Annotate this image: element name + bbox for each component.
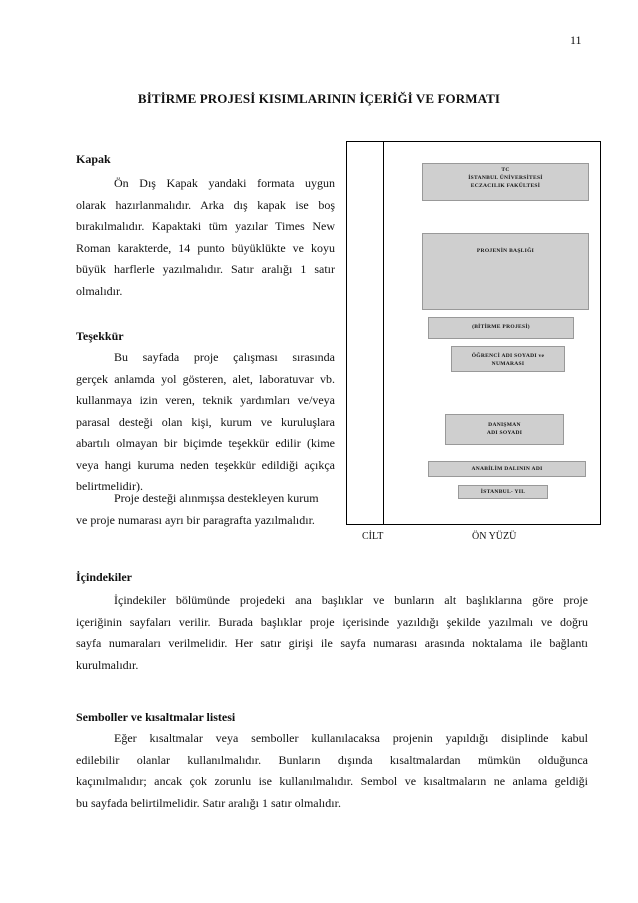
page-title: BİTİRME PROJESİ KISIMLARININ İÇERİĞİ VE FORMATI <box>137 91 501 106</box>
text-line: bırakılmalıdır. Kapaktaki tüm yazılar Times New <box>76 219 335 233</box>
cover-box-advisor <box>445 414 564 445</box>
text-line: edilebilir olanlar kullanılmalıdır. Bunların dışında kısaltmalardan mümkün olduğunca <box>76 752 588 767</box>
text-line: Eğer kısaltmalar veya semboller kullanılacaksa projenin yapıldığı disiplinde kabul <box>114 731 588 745</box>
paragraph-kapak <box>76 173 335 302</box>
cover-text: ADI SOYADI <box>486 430 523 436</box>
cover-box-type <box>428 317 574 339</box>
paragraph-tesekkur <box>76 347 335 498</box>
text-line: olmalıdır. <box>76 283 123 298</box>
cover-text: PROJENİN BAŞLIĞI <box>476 248 535 254</box>
label-front: ÖN YÜZÜ <box>472 531 517 542</box>
text-line: bu sayfada belirtilmelidir. Satır aralığı 1 satır olmalıdır. <box>76 795 341 810</box>
cover-box-department <box>428 461 586 477</box>
cover-box-student <box>451 346 565 372</box>
text-line: kurulmalıdır. <box>76 657 139 672</box>
paragraph-semboller <box>76 728 588 814</box>
paragraph-tesekkur-2 <box>76 488 335 531</box>
text-line: belirtmelidir). <box>76 479 143 493</box>
heading-tesekkur: Teşekkür <box>76 329 124 343</box>
text-line: veya hangi kuruma neden teşekkür edildiği açıkça <box>76 457 335 472</box>
text-line: ve proje numarası ayrı bir paragrafta yazılmalıdır. <box>76 512 315 527</box>
label-spine: CİLT <box>362 531 384 542</box>
text-line: Bu sayfada proje çalışması sırasında <box>114 350 335 364</box>
text-line: büyük harflerle yazılmalıdır. Satır aralığı 1 satır <box>76 262 335 276</box>
text-line: parasal desteği olan kişi, kurum ve kuruluşlara <box>76 414 335 429</box>
cover-text: (BİTİRME PROJESİ) <box>472 324 530 330</box>
heading-icindekiler: İçindekiler <box>76 570 132 584</box>
cover-box-city-year <box>458 485 548 499</box>
cover-text: ÖĞRENCİ ADI SOYADI ve <box>471 353 545 359</box>
cover-text: TC <box>501 167 510 173</box>
cover-text: ECZACILIK FAKÜLTESİ <box>470 183 541 189</box>
cover-spine-line <box>383 141 384 525</box>
paragraph-icindekiler <box>76 590 588 676</box>
cover-text: DANIŞMAN <box>488 422 521 428</box>
heading-semboller: Semboller ve kısaltmalar listesi <box>76 710 236 724</box>
cover-text: NUMARASI <box>491 361 525 367</box>
heading-kapak: Kapak <box>76 152 111 166</box>
text-line: sayfa numaraları verilmelidir. Her satır girişi ile sayfa numarası arasında noktalama ile bağlantı <box>76 636 588 650</box>
text-line: içeriğinin sayfaları verilir. Burada başlıklar proje içerisinde yazıldığı şekilde yazılmalı ve doğru <box>76 614 588 629</box>
cover-text: İSTANBUL- YIL <box>480 489 526 495</box>
text-line: gerçek anlamda yol gösteren, alet, laboratuvar vb. <box>76 371 335 386</box>
text-line: Proje desteği alınmışsa destekleyen kurum <box>114 491 319 505</box>
text-line: abartılı olmayan bir biçimde teşekkür edilir (kime <box>76 436 335 450</box>
text-line: kaçınılmalıdır; ancak çok zorunlu ise kullanılmalıdır. Sembol ve kısaltmaların ne anlama geldiği <box>76 774 588 788</box>
page-number: 11 <box>570 33 582 47</box>
cover-box-institution <box>422 163 589 201</box>
text-line: İçindekiler bölümünde projedeki ana başlıklar ve bunların alt başlıklarına göre proje <box>114 593 588 607</box>
text-line: olarak hazırlanmalıdır. Arka dış kapak ise boş <box>76 197 335 212</box>
cover-box-project-title <box>422 233 589 310</box>
cover-text: İSTANBUL ÜNİVERSİTESİ <box>468 175 543 181</box>
text-line: Ön Dış Kapak yandaki formata uygun <box>114 176 335 190</box>
cover-text: ANABİLİM DALININ ADI <box>471 466 543 472</box>
text-line: kullanmaya izin veren, teknik yardımları ve/veya <box>76 393 335 407</box>
text-line: Roman karakterde, 14 punto büyüklükte ve koyu <box>76 240 335 255</box>
